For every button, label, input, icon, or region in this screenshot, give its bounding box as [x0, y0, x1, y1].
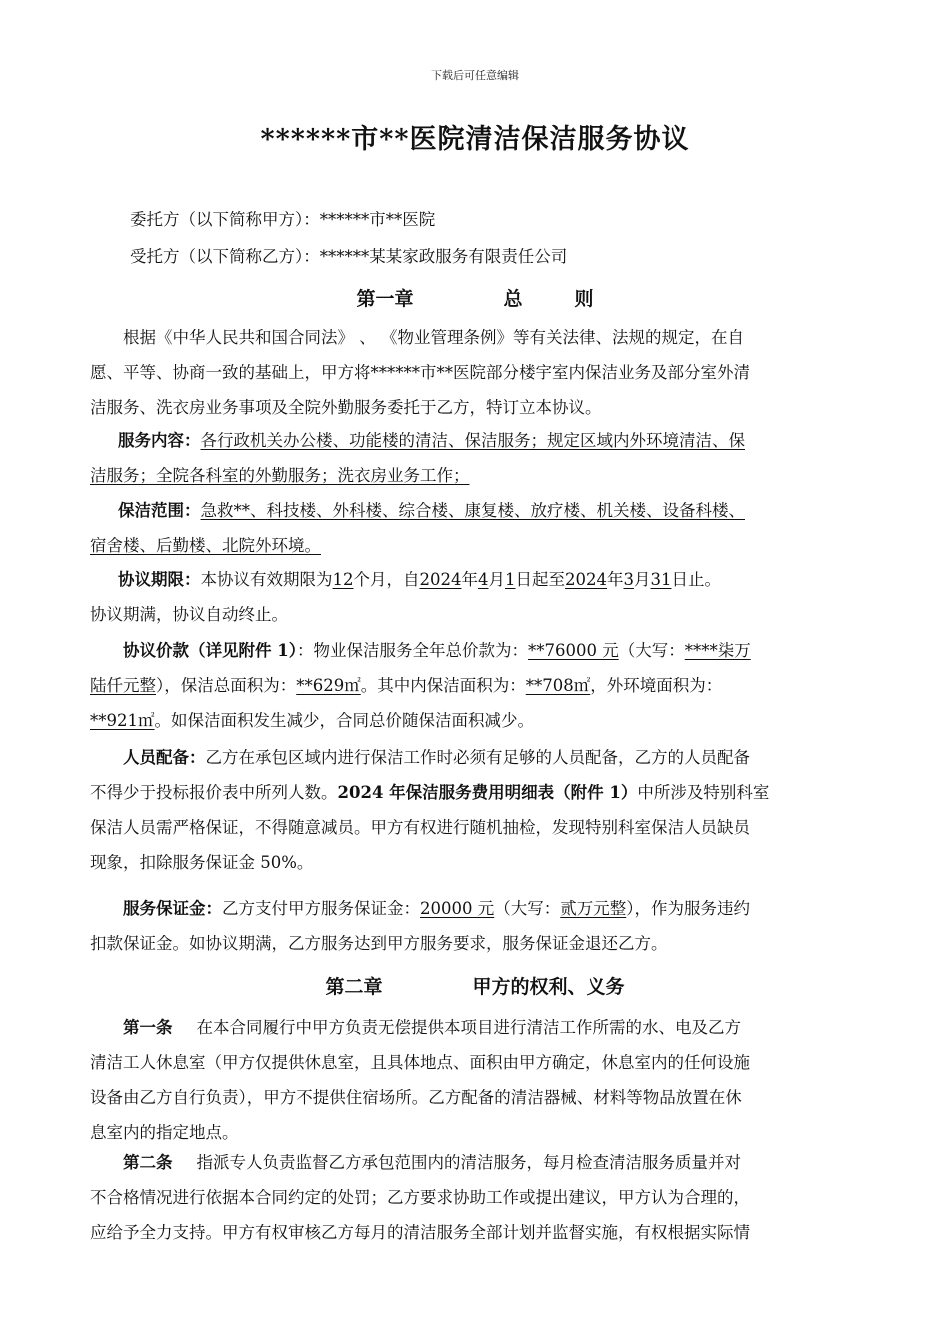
- client-party: 委托方（以下简称甲方）：******市**医院: [130, 210, 436, 229]
- cleaning-scope-line-1: 急救**、科技楼、外科楼、综合楼、康复楼、放疗楼、机关楼、设备科楼、: [200, 501, 745, 520]
- staffing-paragraph: [90, 740, 862, 880]
- term-paragraph: [90, 562, 862, 632]
- service-content-line-1: 各行政机关办公楼、功能楼的清洁、保洁服务；规定区域内外环境清洁、保: [200, 431, 745, 450]
- term-start-year: 2024: [419, 570, 462, 589]
- intro-paragraph: [90, 320, 862, 425]
- price-label: 协议价款（详见附件 1）: [123, 641, 297, 660]
- price-words-b: 陆仟元整: [90, 676, 156, 695]
- chapter-1-title-a: 总: [503, 288, 523, 310]
- deposit-text-2: （大写：: [494, 899, 561, 918]
- staffing-line-2c: 中所涉及特别科室: [637, 783, 770, 802]
- chapter-1-number: 第一章: [356, 288, 414, 310]
- term-text-3: 年: [461, 570, 478, 589]
- article-2-paragraph: [90, 1145, 862, 1250]
- price-text-4: 。其中内保洁面积为：: [360, 676, 526, 695]
- term-end-month: 3: [623, 570, 634, 589]
- intro-line-1: 根据《中华人民共和国合同法》 、 《物业管理条例》等有关法律、法规的规定，在自: [123, 328, 744, 347]
- price-text-5: ，外环境面积为：: [590, 676, 723, 695]
- service-content-line-2: 洁服务；全院各科室的外勤服务；洗衣房业务工作；: [90, 466, 470, 485]
- deposit-line-2: 扣款保证金。如协议期满，乙方服务达到甲方服务要求，服务保证金退还乙方。: [90, 934, 668, 953]
- chapter-2-title: 甲方的权利、义务: [472, 976, 625, 998]
- term-text-1: 本协议有效期限为: [200, 570, 333, 589]
- price-outer-area: **921㎡: [90, 711, 155, 730]
- staffing-line-4: 现象，扣除服务保证金 50%。: [90, 853, 314, 872]
- term-text-8: 日止。: [671, 570, 721, 589]
- article-1-label: 第一条: [123, 1018, 173, 1037]
- term-text-7: 月: [634, 570, 651, 589]
- cleaning-scope-label: 保洁范围：: [118, 501, 201, 520]
- article-2-line-2: 不合格情况进行依据本合同约定的处罚；乙方要求协助工作或提出建议，甲方认为合理的，: [90, 1188, 750, 1207]
- price-text-6: 。如保洁面积发生减少，合同总价随保洁面积减少。: [154, 711, 534, 730]
- service-content-label: 服务内容：: [118, 431, 201, 450]
- article-1-line-1: 在本合同履行中甲方负责无偿提供本项目进行清洁工作所需的水、电及乙方: [196, 1018, 741, 1037]
- staffing-line-2b: 2024 年保洁服务费用明细表（附件 1）: [337, 783, 638, 802]
- price-amount: **76000 元: [527, 641, 619, 660]
- article-2-line-3: 应给予全力支持。甲方有权审核乙方每月的清洁服务全部计划并监督实施，有权根据实际情: [90, 1223, 750, 1242]
- term-end-day: 31: [650, 570, 672, 589]
- price-inner-area: **708㎡: [525, 676, 591, 695]
- price-total-area: **629㎡: [296, 676, 361, 695]
- staffing-line-3: 保洁人员需严格保证，不得随意减员。甲方有权进行随机抽检，发现特别科室保洁人员缺员: [90, 818, 750, 837]
- document-title: ******市**医院清洁保洁服务协议: [260, 124, 690, 155]
- price-words-a: ****柒万: [684, 641, 751, 660]
- cleaning-scope-line-2: 宿舍楼、后勤楼、北院外环境。: [90, 536, 321, 555]
- price-text-2: （大写：: [618, 641, 685, 660]
- service-content-paragraph: [90, 423, 862, 493]
- article-1-line-4: 息室内的指定地点。: [90, 1123, 239, 1142]
- article-1-line-3: 设备由乙方自行负责），甲方不提供住宿场所。乙方配备的清洁器械、材料等物品放置在休: [90, 1088, 742, 1107]
- contractor-party: 受托方（以下简称乙方）：******某某家政服务有限责任公司: [130, 247, 568, 266]
- intro-line-3: 洁服务、洗衣房业务事项及全院外勤服务委托于乙方，特订立本协议。: [90, 398, 602, 417]
- term-start-month: 4: [478, 570, 489, 589]
- deposit-text-1: 乙方支付甲方服务保证金：: [222, 899, 420, 918]
- deposit-amount: 20000 元: [420, 899, 495, 918]
- price-paragraph: [90, 633, 862, 738]
- term-end-year: 2024: [565, 570, 607, 589]
- header-note: 下载后可任意编辑: [431, 69, 519, 82]
- article-1-line-2: 清洁工人休息室（甲方仅提供休息室，且具体地点、面积由甲方确定，休息室内的任何设施: [90, 1053, 750, 1072]
- deposit-label: 服务保证金：: [123, 899, 222, 918]
- term-text-2: 个月，自: [353, 570, 420, 589]
- term-label: 协议期限：: [118, 570, 201, 589]
- cleaning-scope-paragraph: [90, 493, 862, 563]
- term-start-day: 1: [505, 570, 516, 589]
- chapter-1-heading: [0, 284, 950, 311]
- price-text-3: ），保洁总面积为：: [156, 676, 297, 695]
- staffing-line-1: 乙方在承包区域内进行保洁工作时必须有足够的人员配备，乙方的人员配备: [205, 748, 750, 767]
- price-text-1: ：物业保洁服务全年总价款为：: [296, 641, 528, 660]
- article-1-paragraph: [90, 1010, 862, 1150]
- deposit-words: 贰万元整: [560, 899, 627, 918]
- article-2-line-1: 指派专人负责监督乙方承包范围内的清洁服务，每月检查清洁服务质量并对: [196, 1153, 741, 1172]
- staffing-line-2a: 不得少于投标报价表中所列人数。: [90, 783, 338, 802]
- intro-line-2: 愿、平等、协商一致的基础上，甲方将******市**医院部分楼宇室内保洁业务及部分室外清: [90, 363, 750, 382]
- deposit-text-3: ），作为服务违约: [626, 899, 750, 918]
- chapter-1-title-b: 则: [574, 288, 594, 310]
- deposit-paragraph: [90, 891, 862, 961]
- term-line-2: 协议期满，协议自动终止。: [90, 605, 288, 624]
- chapter-2-number: 第二章: [325, 976, 383, 998]
- term-text-5: 日起至: [515, 570, 565, 589]
- staffing-label: 人员配备：: [123, 748, 206, 767]
- term-text-6: 年: [607, 570, 624, 589]
- term-text-4: 月: [488, 570, 505, 589]
- chapter-2-heading: [0, 972, 950, 999]
- term-months: 12: [332, 570, 354, 589]
- article-2-label: 第二条: [123, 1153, 173, 1172]
